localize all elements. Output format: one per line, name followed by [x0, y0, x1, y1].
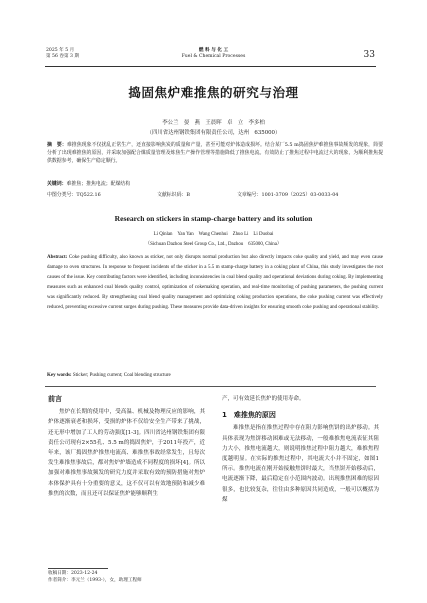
affiliation-zh: （四川省达州钢铁集团有限责任公司，达州 635000）: [146, 130, 281, 136]
authors-zh: 李公兰 晏 燕 王晨晖 卓 立 李多柏: [162, 120, 265, 126]
authors-en: Li Qinlan Yan Yan Wang Chenhui Zhuo Li Li Duobai: [153, 232, 274, 237]
affiliation-en: （Sichuan Dazhou Steel Group Co., Ltd., Dazhou 635000, China）: [145, 242, 282, 247]
right-column: [222, 394, 379, 505]
causes-paragraph: 难推焦是指在推焦过程中存在阻力影响焦饼的出炉移动。其具体表现为焦饼移动困难或无法移动，一般难推焦电流表征其阻力大小，推焦电流越大，则说明推焦过程中阻力越大，难推焦程度越明显。在实际的推焦过程中，其电流大小并不固定，如图1所示。推焦电流在刚开始接触焦饼时最大，当焦饼开始移动后，电流逐渐下降，最后稳定在小范围内波动。出现推焦困难的原因很多，也比较复杂，往往由多种原因共同造成，一般可以概括为煤: [222, 425, 379, 503]
keywords-zh-label: 关键词：: [47, 181, 67, 187]
abstract-en-label: Abstract:: [47, 255, 68, 260]
section-heading-preface: 前言: [48, 395, 62, 403]
header-divider: [45, 66, 376, 67]
abstract-zh: [47, 141, 383, 166]
footnote-divider: [48, 568, 108, 569]
issue-date: 2025 年 5 月: [46, 48, 75, 53]
keywords-en-label: Key words:: [47, 373, 72, 378]
abstract-en-text: Coke pushing difficulty, also known as sticker, not only disrupts normal production but also directly impacts coke quality and yield, and may even cause damage to oven structures. In response to frequent incidents of the sticker in a 5.5 m stamp-charge battery in a coking plant of China, this study investigates the root causes of the issue. Key contributing factors were identified, including inconsistencies in coal blend quality and operational deviations during coking. By implementing measures such as enhanced coal blends quality control, optimization of cokemaking operation, and real-time monitoring of pushing parameters, the pushing current was significantly reduced. By strengthening coal blend quality management and optimizing coking production operations, the coke pushing current was effectively reduced, preventing excessive current surges during pushing. These measures provide data-driven insights for ensuring smooth coke pushing and operational stability.: [47, 255, 383, 310]
article-id: 文章编号：1001-3709（2025）03-0033-04: [237, 192, 339, 198]
continued-text: 产，可有效延长焦炉的使用寿命。: [222, 396, 305, 402]
section-heading-causes: 1 难推焦的原因: [222, 411, 276, 420]
keywords-zh-text: 难推焦；推焦电流；配煤结构: [66, 181, 131, 187]
keywords-en-text: Sticker; Pushing current; Coal blending structure: [71, 373, 171, 378]
journal-name-en: Fuel & Chemical Processes: [181, 54, 246, 59]
keywords-en: [47, 373, 383, 378]
paper-title-zh: 捣固焦炉难推焦的研究与治理: [128, 85, 299, 100]
keywords-zh: [47, 180, 383, 187]
paper-title-en: Research on stickers in stamp-charge battery and its solution: [114, 214, 313, 223]
abstract-divider: [45, 386, 376, 387]
preface-paragraph: 焦炉在长期的使用中，受高温、机械及物理反应的影响，其炉体逐渐衰老和损坏，受损的炉体不仅给安全生产带来了挑战，还无形中增加了工人的劳动强度[1-3]。四川省达州钢铁集团有限责任公司现有2×55孔、5.5 m的捣固焦炉，于2011年投产，近年来，该厂捣固焦炉推焦电流高、难推焦事故经常发生，且每次发生难推焦事故后，都对焦炉炉墙造成不同程度的损坏[4]。所以加强对难推焦事故频发的研究力度并采取有效的预防措施对焦炉本体保护具有十分重要的意义，这不仅可以有效地预防和减少难推焦的次数，而且还可以保证焦炉能够顺利生: [48, 409, 205, 497]
page-number: 33: [363, 50, 375, 60]
abstract-zh-text: 难推焦现象不仅扰乱正常生产，还直接影响焦炭的质量和产量，甚至可能对炉体造成损坏。结合某厂5.5 m捣固焦炉难推焦事故频发的现象，简要分析了出现难推焦的原因，并采取加强配合煤质量管理及炼焦生产操作管理等措施降低了推焦电流。有效防止了推焦过程中电流过大的现象，为顺利推焦提供数据参考，确保生产稳定顺行。: [47, 142, 383, 165]
left-column: [48, 394, 205, 499]
footnote: [48, 570, 142, 584]
author-bio: 作者简介：李元兰（1993-），女，助理工程师: [48, 578, 142, 583]
received-date: 收稿日期：2023-12-24: [48, 571, 98, 576]
clc-number: 中图分类号：TQ522.16: [47, 192, 101, 198]
issue-volume: 第 56 卷第 3 期: [46, 54, 79, 59]
abstract-en: [47, 253, 383, 312]
document-code: 文献标识码：B: [157, 192, 190, 198]
journal-name-zh: 燃 料 与 化 工: [198, 48, 229, 53]
abstract-zh-label: 摘 要：: [47, 142, 67, 148]
